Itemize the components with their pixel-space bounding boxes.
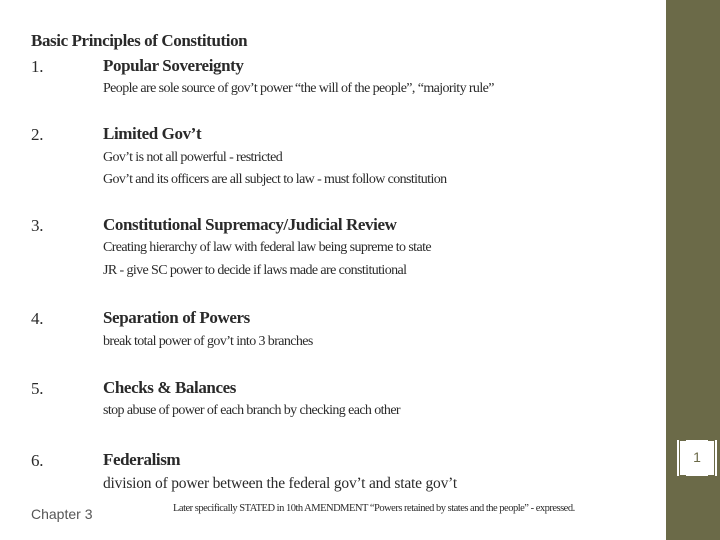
item-5-number: 5. (31, 379, 44, 398)
item-6-desc-1: division of power between the federal gov’t and state gov’t (103, 475, 457, 492)
item-6-heading: Federalism (103, 450, 181, 469)
item-1-desc-1: People are sole source of gov’t power “the will of the people”, “majority rule” (103, 81, 494, 96)
item-2-desc-2: Gov’t and its officers are all subject to law - must follow constitution (103, 172, 447, 187)
page-number: 1 (693, 449, 701, 465)
item-4-desc-1: break total power of gov’t into 3 branches (103, 334, 313, 349)
item-2-number: 2. (31, 125, 44, 144)
slide-title: Basic Principles of Constitution (31, 31, 248, 50)
page-number-badge (677, 440, 717, 476)
item-6-number: 6. (31, 451, 44, 470)
item-4-heading: Separation of Powers (103, 308, 250, 327)
item-1-number: 1. (31, 57, 44, 76)
footnote: Later specifically STATED in 10th AMENDMENT “Powers retained by states and the people” - expressed. (173, 503, 575, 514)
item-2-desc-1: Gov’t is not all powerful - restricted (103, 150, 283, 165)
item-4-number: 4. (31, 309, 44, 328)
footer-chapter: Chapter 3 (31, 506, 93, 522)
item-1-heading: Popular Sovereignty (103, 56, 244, 75)
item-3-desc-2: JR - give SC power to decide if laws made are constitutional (103, 263, 407, 278)
item-3-heading: Constitutional Supremacy/Judicial Review (103, 215, 397, 234)
item-3-number: 3. (31, 216, 44, 235)
item-2-heading: Limited Gov’t (103, 124, 202, 143)
item-5-desc-1: stop abuse of power of each branch by checking each other (103, 403, 400, 418)
item-3-desc-1: Creating hierarchy of law with federal law being supreme to state (103, 240, 431, 255)
item-5-heading: Checks & Balances (103, 378, 236, 397)
